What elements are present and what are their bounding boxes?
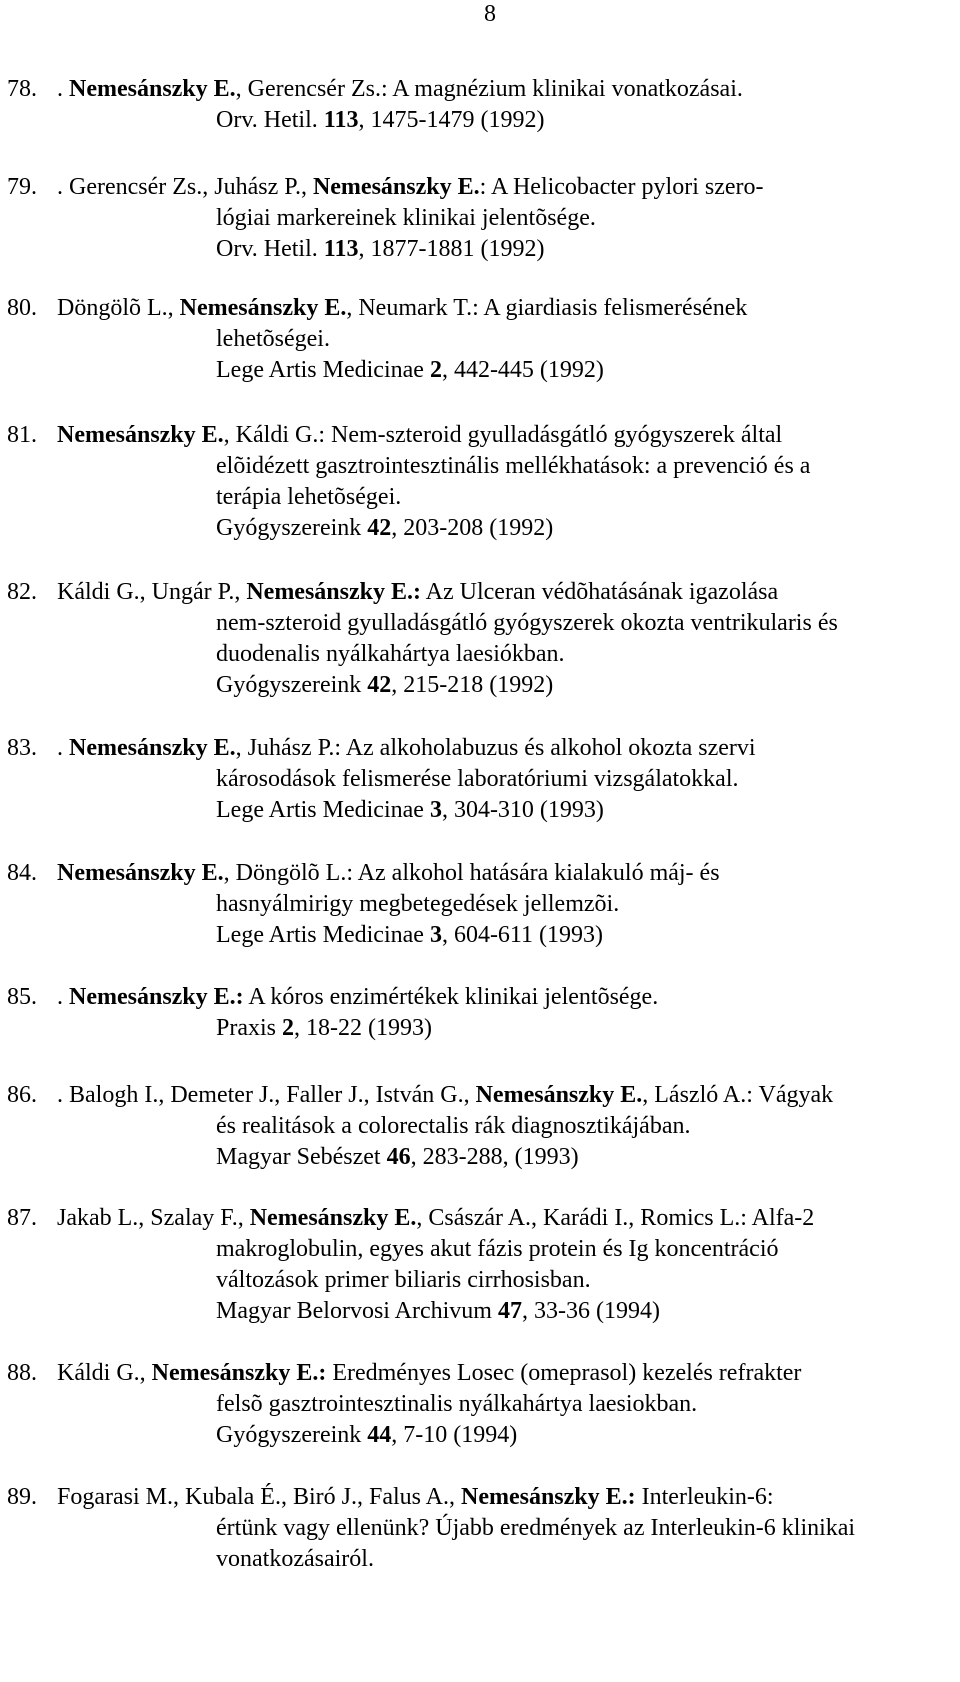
text-segment: elõidézett gasztrointesztinális mellékhatások: a prevenció és a	[216, 453, 811, 479]
bold-text: Nemesánszky E.:	[246, 579, 421, 605]
text-segment: , 1877-1881 (1992)	[358, 236, 545, 262]
text-segment: lehetõségei.	[216, 326, 330, 352]
text-segment: hasnyálmirigy megbetegedések jellemzõi.	[216, 891, 620, 917]
reference-line	[216, 608, 838, 638]
reference-line	[216, 795, 604, 825]
reference-number: 80.	[7, 295, 37, 321]
bold-text: 113	[323, 107, 359, 133]
reference-line	[216, 1142, 579, 1172]
reference-first-line	[57, 982, 658, 1012]
text-segment: lógiai markereinek klinikai jelentõsége.	[216, 205, 596, 231]
text-segment: , Káldi G.: Nem-szteroid gyulladásgátló gyógyszerek által	[223, 422, 783, 448]
text-segment: Jakab L., Szalay F.,	[57, 1205, 250, 1231]
bold-text: Nemesánszky E.	[475, 1082, 643, 1108]
bold-text: Nemesánszky E.	[312, 174, 480, 200]
reference-first-line	[57, 577, 778, 607]
reference-first-line	[57, 1358, 801, 1388]
page-number: 8	[484, 1, 496, 27]
text-segment: terápia lehetõségei.	[216, 484, 402, 510]
text-segment: Eredményes Losec (omeprasol) kezelés refrakter	[326, 1360, 802, 1386]
text-segment: Orv. Hetil.	[216, 107, 324, 133]
reference-number: 86.	[7, 1082, 37, 1108]
text-segment: Lege Artis Medicinae	[216, 922, 430, 948]
reference-line	[216, 324, 330, 354]
reference-line	[216, 1234, 779, 1264]
reference-line	[216, 639, 565, 669]
bold-text: 3	[429, 922, 442, 948]
reference-line	[216, 482, 401, 512]
bold-text: Nemesánszky E.	[249, 1205, 417, 1231]
bold-text: Nemesánszky E.:	[460, 1484, 636, 1510]
reference-number: 82.	[7, 579, 37, 605]
text-segment: , Császár A., Karádi I., Romics L.: Alfa-2	[416, 1205, 815, 1231]
bold-text: 113	[323, 236, 359, 262]
text-segment: Lege Artis Medicinae	[216, 357, 430, 383]
text-segment: . Balogh I., Demeter J., Faller J., István G.,	[57, 1082, 476, 1108]
bold-text: Nemesánszky E.	[57, 422, 224, 448]
text-segment: . Gerencsér Zs., Juhász P.,	[57, 174, 313, 200]
reference-number: 85.	[7, 984, 37, 1010]
text-segment: Káldi G.,	[57, 1360, 152, 1386]
bold-text: Nemesánszky E.	[69, 735, 236, 761]
reference-number: 84.	[7, 860, 37, 886]
reference-line	[216, 105, 544, 135]
text-segment: , 283-288, (1993)	[410, 1144, 579, 1170]
bold-text: Nemesánszky E.	[57, 860, 224, 886]
text-segment: Gyógyszereink	[216, 1422, 368, 1448]
text-segment: , 203-208 (1992)	[391, 515, 554, 541]
reference-first-line	[57, 420, 782, 450]
text-segment: és realitások a colorectalis rák diagnosztikájában.	[216, 1113, 691, 1139]
reference-first-line	[57, 293, 747, 323]
reference-line	[216, 1544, 374, 1574]
reference-number: 87.	[7, 1205, 37, 1231]
reference-number: 89.	[7, 1484, 37, 1510]
text-segment: Fogarasi M., Kubala É., Biró J., Falus A.,	[57, 1484, 461, 1510]
text-segment: Magyar Sebészet	[216, 1144, 387, 1170]
text-segment: , Döngölõ L.: Az alkohol hatására kialakuló máj- és	[223, 860, 720, 886]
reference-line	[216, 355, 604, 385]
text-segment: értünk vagy ellenünk? Újabb eredmények az Interleukin-6 klinikai	[216, 1515, 856, 1541]
reference-first-line	[57, 733, 756, 763]
text-segment: .	[57, 984, 69, 1010]
text-segment: , 215-218 (1992)	[391, 672, 554, 698]
bold-text: Nemesánszky E.:	[69, 984, 244, 1010]
reference-line	[216, 513, 553, 543]
text-segment: felsõ gasztrointesztinalis nyálkahártya laesiokban.	[216, 1391, 698, 1417]
bold-text: Nemesánszky E.:	[151, 1360, 327, 1386]
text-segment: , Juhász P.: Az alkoholabuzus és alkohol okozta szervi	[235, 735, 756, 761]
text-segment: Orv. Hetil.	[216, 236, 324, 262]
reference-first-line	[57, 858, 720, 888]
text-segment: Lege Artis Medicinae	[216, 797, 430, 823]
text-segment: , 18-22 (1993)	[294, 1015, 432, 1041]
reference-number: 79.	[7, 174, 37, 200]
text-segment: , 304-310 (1993)	[441, 797, 604, 823]
text-segment: , 1475-1479 (1992)	[358, 107, 545, 133]
reference-first-line	[57, 1482, 774, 1512]
text-segment: Gyógyszereink	[216, 515, 368, 541]
reference-line	[216, 670, 553, 700]
reference-line	[216, 1265, 591, 1295]
text-segment: A kóros enzimértékek klinikai jelentõsége.	[243, 984, 659, 1010]
text-segment: Magyar Belorvosi Archivum	[216, 1298, 498, 1324]
reference-line	[216, 234, 544, 264]
reference-first-line	[57, 172, 764, 202]
text-segment: , 33-36 (1994)	[521, 1298, 660, 1324]
text-segment: makroglobulin, egyes akut fázis protein és Ig koncentráció	[216, 1236, 779, 1262]
bold-text: 47	[497, 1298, 522, 1324]
text-segment: károsodások felismerése laboratóriumi vizsgálatokkal.	[216, 766, 739, 792]
text-segment: , László A.: Vágyak	[642, 1082, 834, 1108]
text-segment: Interleukin-6:	[635, 1484, 774, 1510]
text-segment: .	[57, 76, 69, 102]
text-segment: , 442-445 (1992)	[441, 357, 604, 383]
bold-text: 2	[282, 1015, 294, 1041]
bold-text: 42	[367, 515, 392, 541]
reference-number: 88.	[7, 1360, 37, 1386]
reference-first-line	[57, 74, 743, 104]
text-segment: vonatkozásairól.	[216, 1546, 374, 1572]
reference-first-line	[57, 1203, 814, 1233]
reference-line	[216, 1013, 432, 1043]
reference-first-line	[57, 1080, 833, 1110]
text-segment: változások primer biliaris cirrhosisban.	[216, 1267, 591, 1293]
text-segment: Döngölõ L.,	[57, 295, 180, 321]
bold-text: 46	[386, 1144, 411, 1170]
text-segment: Káldi G., Ungár P.,	[57, 579, 247, 605]
text-segment: .	[57, 735, 69, 761]
text-segment: duodenalis nyálkahártya laesiókban.	[216, 641, 565, 667]
text-segment: , 7-10 (1994)	[391, 1422, 518, 1448]
text-segment: , Neumark T.: A giardiasis felismerésének	[346, 295, 748, 321]
bold-text: 2	[429, 357, 442, 383]
reference-line	[216, 1513, 855, 1543]
reference-line	[216, 889, 619, 919]
reference-number: 81.	[7, 422, 37, 448]
reference-line	[216, 1111, 690, 1141]
reference-line	[216, 764, 739, 794]
reference-number: 83.	[7, 735, 37, 761]
text-segment: Az Ulceran védõhatásának igazolása	[420, 579, 779, 605]
text-segment: , 604-611 (1993)	[441, 922, 604, 948]
text-segment: Praxis	[216, 1015, 282, 1041]
bold-text: Nemesánszky E.	[69, 76, 236, 102]
text-segment: nem-szteroid gyulladásgátló gyógyszerek okozta ventrikularis és	[216, 610, 838, 636]
bold-text: 3	[429, 797, 442, 823]
reference-line	[216, 1420, 517, 1450]
bold-text: Nemesánszky E.	[179, 295, 347, 321]
text-segment: Gyógyszereink	[216, 672, 368, 698]
text-segment: , Gerencsér Zs.: A magnézium klinikai vonatkozásai.	[235, 76, 743, 102]
reference-line	[216, 203, 596, 233]
reference-line	[216, 451, 810, 481]
text-segment: : A Helicobacter pylori szero-	[479, 174, 764, 200]
reference-number: 78.	[7, 76, 37, 102]
reference-line	[216, 920, 603, 950]
reference-line	[216, 1296, 660, 1326]
bold-text: 42	[367, 672, 392, 698]
bold-text: 44	[367, 1422, 392, 1448]
reference-line	[216, 1389, 697, 1419]
